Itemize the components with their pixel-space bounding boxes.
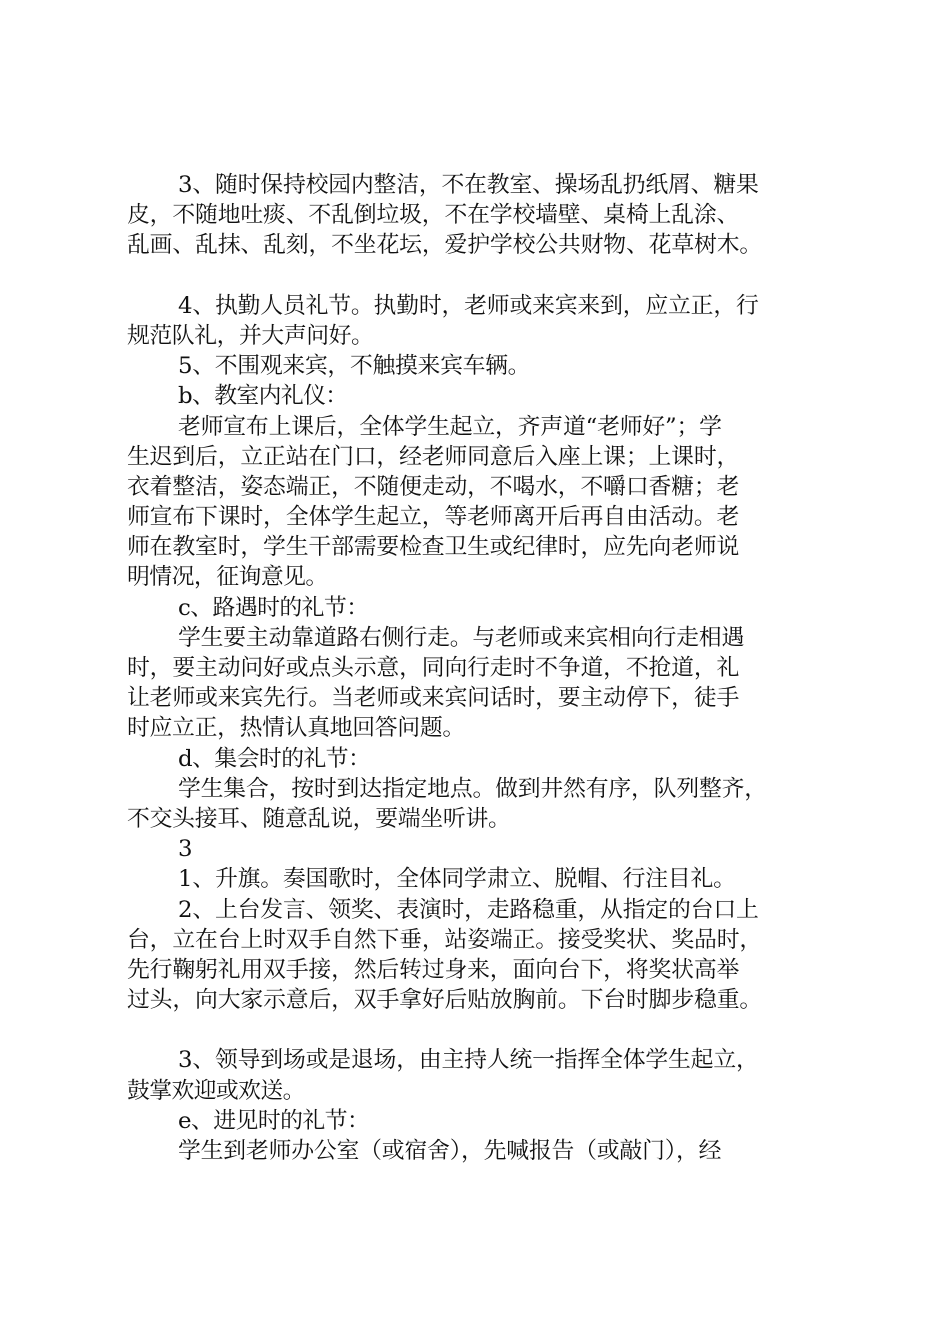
paragraph-line: 台，立在台上时双手自然下垂，站姿端正。接受奖状、奖品时，	[127, 926, 763, 953]
section-heading: c、路遇时的礼节：	[178, 594, 369, 621]
paragraph-line: 皮，不随地吐痰、不乱倒垃圾，不在学校墙壁、桌椅上乱涂、	[127, 202, 740, 229]
paragraph-gap	[0, 1015, 950, 1045]
paragraph-line: 3、随时保持校园内整洁，不在教室、操场乱扔纸屑、糖果	[178, 172, 759, 198]
paragraph-line: 老师宣布上课后，全体学生起立，齐声道“老师好”；学	[178, 413, 722, 440]
paragraph-line: 生迟到后，立正站在门口，经老师同意后入座上课；上课时，	[127, 443, 740, 470]
section-heading: d、集会时的礼节：	[178, 745, 371, 772]
paragraph-line: 学生要主动靠道路右侧行走。与老师或来宾相向行走相遇	[178, 624, 745, 651]
paragraph-line: 不交头接耳、随意乱说，要端坐听讲。	[127, 805, 511, 832]
document-body	[0, 170, 950, 1166]
paragraph-line: 时，要主动问好或点头示意，同向行走时不争道，不抢道，礼	[127, 655, 740, 681]
paragraph-line: 时应立正，热情认真地回答问题。	[127, 715, 465, 742]
page-number-marker: 3	[178, 836, 188, 863]
paragraph-line: 明情况，征询意见。	[127, 564, 328, 591]
section-heading: b、教室内礼仪：	[178, 383, 348, 410]
paragraph-line: 2、上台发言、领奖、表演时，走路稳重，从指定的台口上	[178, 896, 759, 923]
paragraph-line: 过头，向大家示意后，双手拿好后贴放胸前。下台时脚步稳重。	[127, 987, 763, 1014]
paragraph-line: 鼓掌欢迎或欢送。	[127, 1077, 305, 1104]
paragraph-line: 衣着整洁，姿态端正，不随便走动，不喝水，不嚼口香糖；老	[127, 473, 740, 500]
paragraph-line: 5、不围观来宾，不触摸来宾车辆。	[178, 353, 531, 380]
paragraph-line: 1、升旗。奏国歌时，全体同学肃立、脱帽、行注目礼。	[178, 866, 736, 893]
section-heading: e、进见时的礼节：	[178, 1107, 370, 1134]
paragraph-line: 乱画、乱抹、乱刻，不坐花坛，爱护学校公共财物、花草树木。	[127, 232, 763, 259]
paragraph-line: 4、执勤人员礼节。执勤时，老师或来宾来到，应立正，行	[178, 292, 759, 319]
paragraph-line: 3、领导到场或是退场，由主持人统一指挥全体学生起立，	[178, 1047, 759, 1074]
paragraph-line: 先行鞠躬礼用双手接，然后转过身来，面向台下，将奖状高举	[127, 956, 740, 983]
paragraph-gap	[0, 261, 950, 291]
paragraph-line: 师宣布下课时，全体学生起立，等老师离开后再自由活动。老	[127, 504, 740, 531]
paragraph-line: 学生到老师办公室（或宿舍），先喊报告（或敲门），经	[178, 1138, 722, 1164]
paragraph-line: 师在教室时，学生干部需要检查卫生或纪律时，应先向老师说	[127, 534, 740, 561]
paragraph-line: 规范队礼，并大声问好。	[127, 322, 374, 349]
paragraph-line: 让老师或来宾先行。当老师或来宾问话时，要主动停下，徒手	[127, 685, 740, 712]
paragraph-line: 学生集合，按时到达指定地点。做到井然有序，队列整齐，	[178, 775, 767, 802]
